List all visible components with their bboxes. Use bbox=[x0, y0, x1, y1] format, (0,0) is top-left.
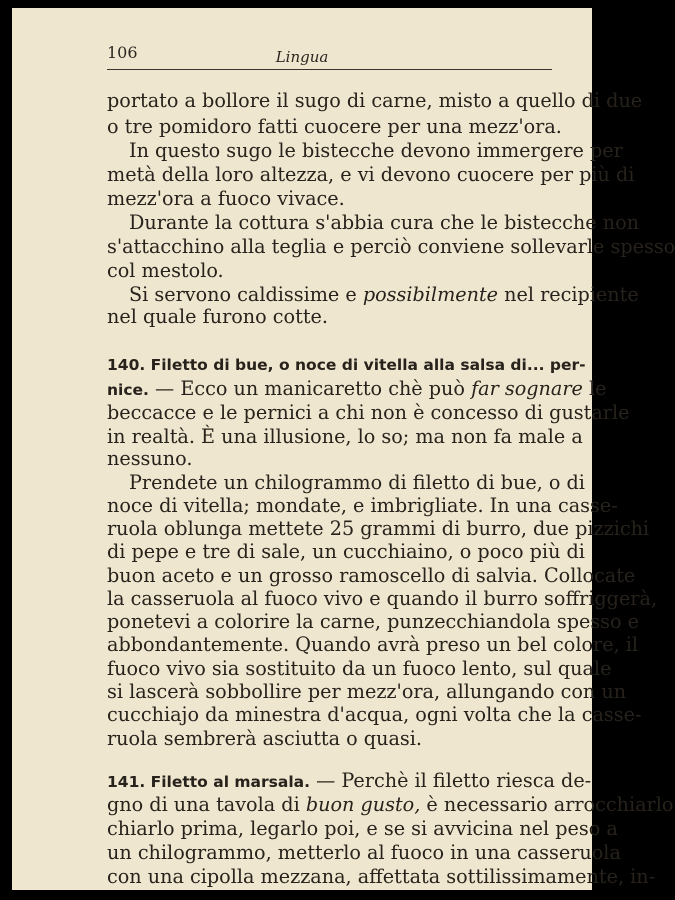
book-page bbox=[12, 8, 675, 890]
text-run: nel recipiente bbox=[498, 283, 639, 306]
text-line: buon aceto e un grosso ramoscello di salvia. Collocate bbox=[107, 564, 636, 587]
text-line: In questo sugo le bistecche devono immergere per bbox=[129, 139, 623, 162]
text-line: Prendete un chilogrammo di filetto di bue, o di bbox=[129, 471, 585, 494]
text-line: cucchiajo da minestra d'acqua, ogni volta che la casse- bbox=[107, 703, 642, 726]
text-line: con una cipolla mezzana, affettata sottilissimamente, in- bbox=[107, 865, 656, 888]
text-line: ruola oblunga mettete 25 grammi di burro, due pizzichi bbox=[107, 517, 650, 540]
recipe-140-title: 140. Filetto di bue, o noce di vitella alla salsa di... per- bbox=[107, 356, 586, 374]
text-line: o tre pomidoro fatti cuocere per una mezz'ora. bbox=[107, 115, 562, 138]
text-line: portato a bollore il sugo di carne, misto a quello di due bbox=[107, 89, 643, 112]
text-line: s'attacchino alla teglia e perciò conviene sollevarle spesso bbox=[107, 235, 675, 258]
text-line bbox=[107, 768, 592, 794]
text-line: col mestolo. bbox=[107, 259, 224, 282]
text-line: nessuno. bbox=[107, 447, 193, 470]
text-line: noce di vitella; mondate, e imbrigliate. In una casse- bbox=[107, 494, 618, 517]
text-line: un chilogrammo, metterlo al fuoco in una casseruola bbox=[107, 841, 621, 864]
text-run: — Perchè il filetto riesca de- bbox=[310, 769, 592, 792]
text-line: metà della loro altezza, e vi devono cuocere per più di bbox=[107, 163, 635, 186]
page-number: 106 bbox=[107, 43, 138, 62]
text-line: di pepe e tre di sale, un cucchiaino, o poco più di bbox=[107, 540, 585, 563]
italic-text: far sognare bbox=[471, 377, 583, 400]
italic-text: possibilmente bbox=[362, 283, 499, 306]
text-line: abbondantemente. Quando avrà preso un bel colore, il bbox=[107, 633, 639, 656]
text-line: beccacce e le pernici a chi non è concesso di gustarle bbox=[107, 401, 630, 424]
text-line: mezz'ora a fuoco vivace. bbox=[107, 187, 345, 210]
text-run: — Ecco un manicaretto chè può bbox=[148, 377, 472, 400]
italic-text: buon gusto, bbox=[305, 793, 421, 816]
text-line: la casseruola al fuoco vivo e quando il burro soffriggerà, bbox=[107, 587, 658, 610]
running-title: Lingua bbox=[275, 48, 329, 66]
text-line: ruola sembrerà asciutta o quasi. bbox=[107, 727, 422, 750]
recipe-141-title: 141. Filetto al marsala. bbox=[107, 773, 310, 791]
text-run: gno di una tavola di bbox=[107, 793, 306, 816]
text-line: ponetevi a colorire la carne, punzecchiandola spesso e bbox=[107, 610, 640, 633]
text-line: Durante la cottura s'abbia cura che le bistecche non bbox=[129, 211, 640, 234]
text-line: fuoco vivo sia sostituito da un fuoco lento, sul quale bbox=[107, 657, 612, 680]
text-line: chiarlo prima, legarlo poi, e se si avvicina nel peso a bbox=[107, 817, 618, 840]
recipe-140-title-end: nice. bbox=[107, 381, 149, 399]
text-line bbox=[107, 888, 543, 890]
text-line: in realtà. È una illusione, lo so; ma non fa male a bbox=[107, 425, 583, 448]
text-run: le bbox=[582, 377, 607, 400]
text-run: Si servono caldissime e bbox=[129, 283, 363, 306]
text-line bbox=[107, 376, 607, 402]
header-rule bbox=[107, 69, 552, 70]
text-line bbox=[107, 792, 674, 818]
text-line: si lascerà sobbollire per mezz'ora, allungando con un bbox=[107, 680, 627, 703]
page-header bbox=[12, 8, 592, 88]
text-line: nel quale furono cotte. bbox=[107, 305, 328, 328]
text-run: è necessario arrocchiarlo bbox=[420, 793, 674, 816]
